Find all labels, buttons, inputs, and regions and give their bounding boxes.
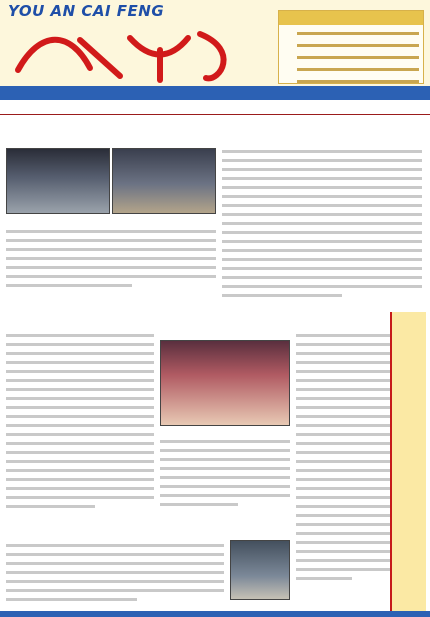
contents-box <box>278 10 424 84</box>
article-2-text <box>6 334 154 514</box>
article-3-photo <box>230 540 290 600</box>
article-1-text-cont <box>222 150 422 300</box>
article-1-text <box>6 230 216 300</box>
vertical-banner <box>390 312 426 612</box>
footer-bar <box>0 611 430 617</box>
issue-line <box>0 101 430 115</box>
article-3-text <box>6 544 224 604</box>
contents-item[interactable] <box>283 63 419 75</box>
brand-logo <box>10 20 250 86</box>
article-1-headline <box>0 116 430 144</box>
brand-english: YOU AN CAI FENG <box>8 2 165 20</box>
article-3-headline <box>4 522 204 540</box>
article-2-headline <box>4 308 294 328</box>
article-1-photo-1 <box>6 148 110 214</box>
article-side-text <box>296 334 390 604</box>
contents-item[interactable] <box>283 27 419 39</box>
article-2-text-cont <box>160 440 290 520</box>
contents-item[interactable] <box>283 39 419 51</box>
contents-item[interactable] <box>283 51 419 63</box>
contents-title <box>279 11 423 25</box>
article-1-photo-2 <box>112 148 216 214</box>
contents-list <box>279 25 423 89</box>
article-2-photo <box>160 340 290 426</box>
contents-item[interactable] <box>283 75 419 87</box>
